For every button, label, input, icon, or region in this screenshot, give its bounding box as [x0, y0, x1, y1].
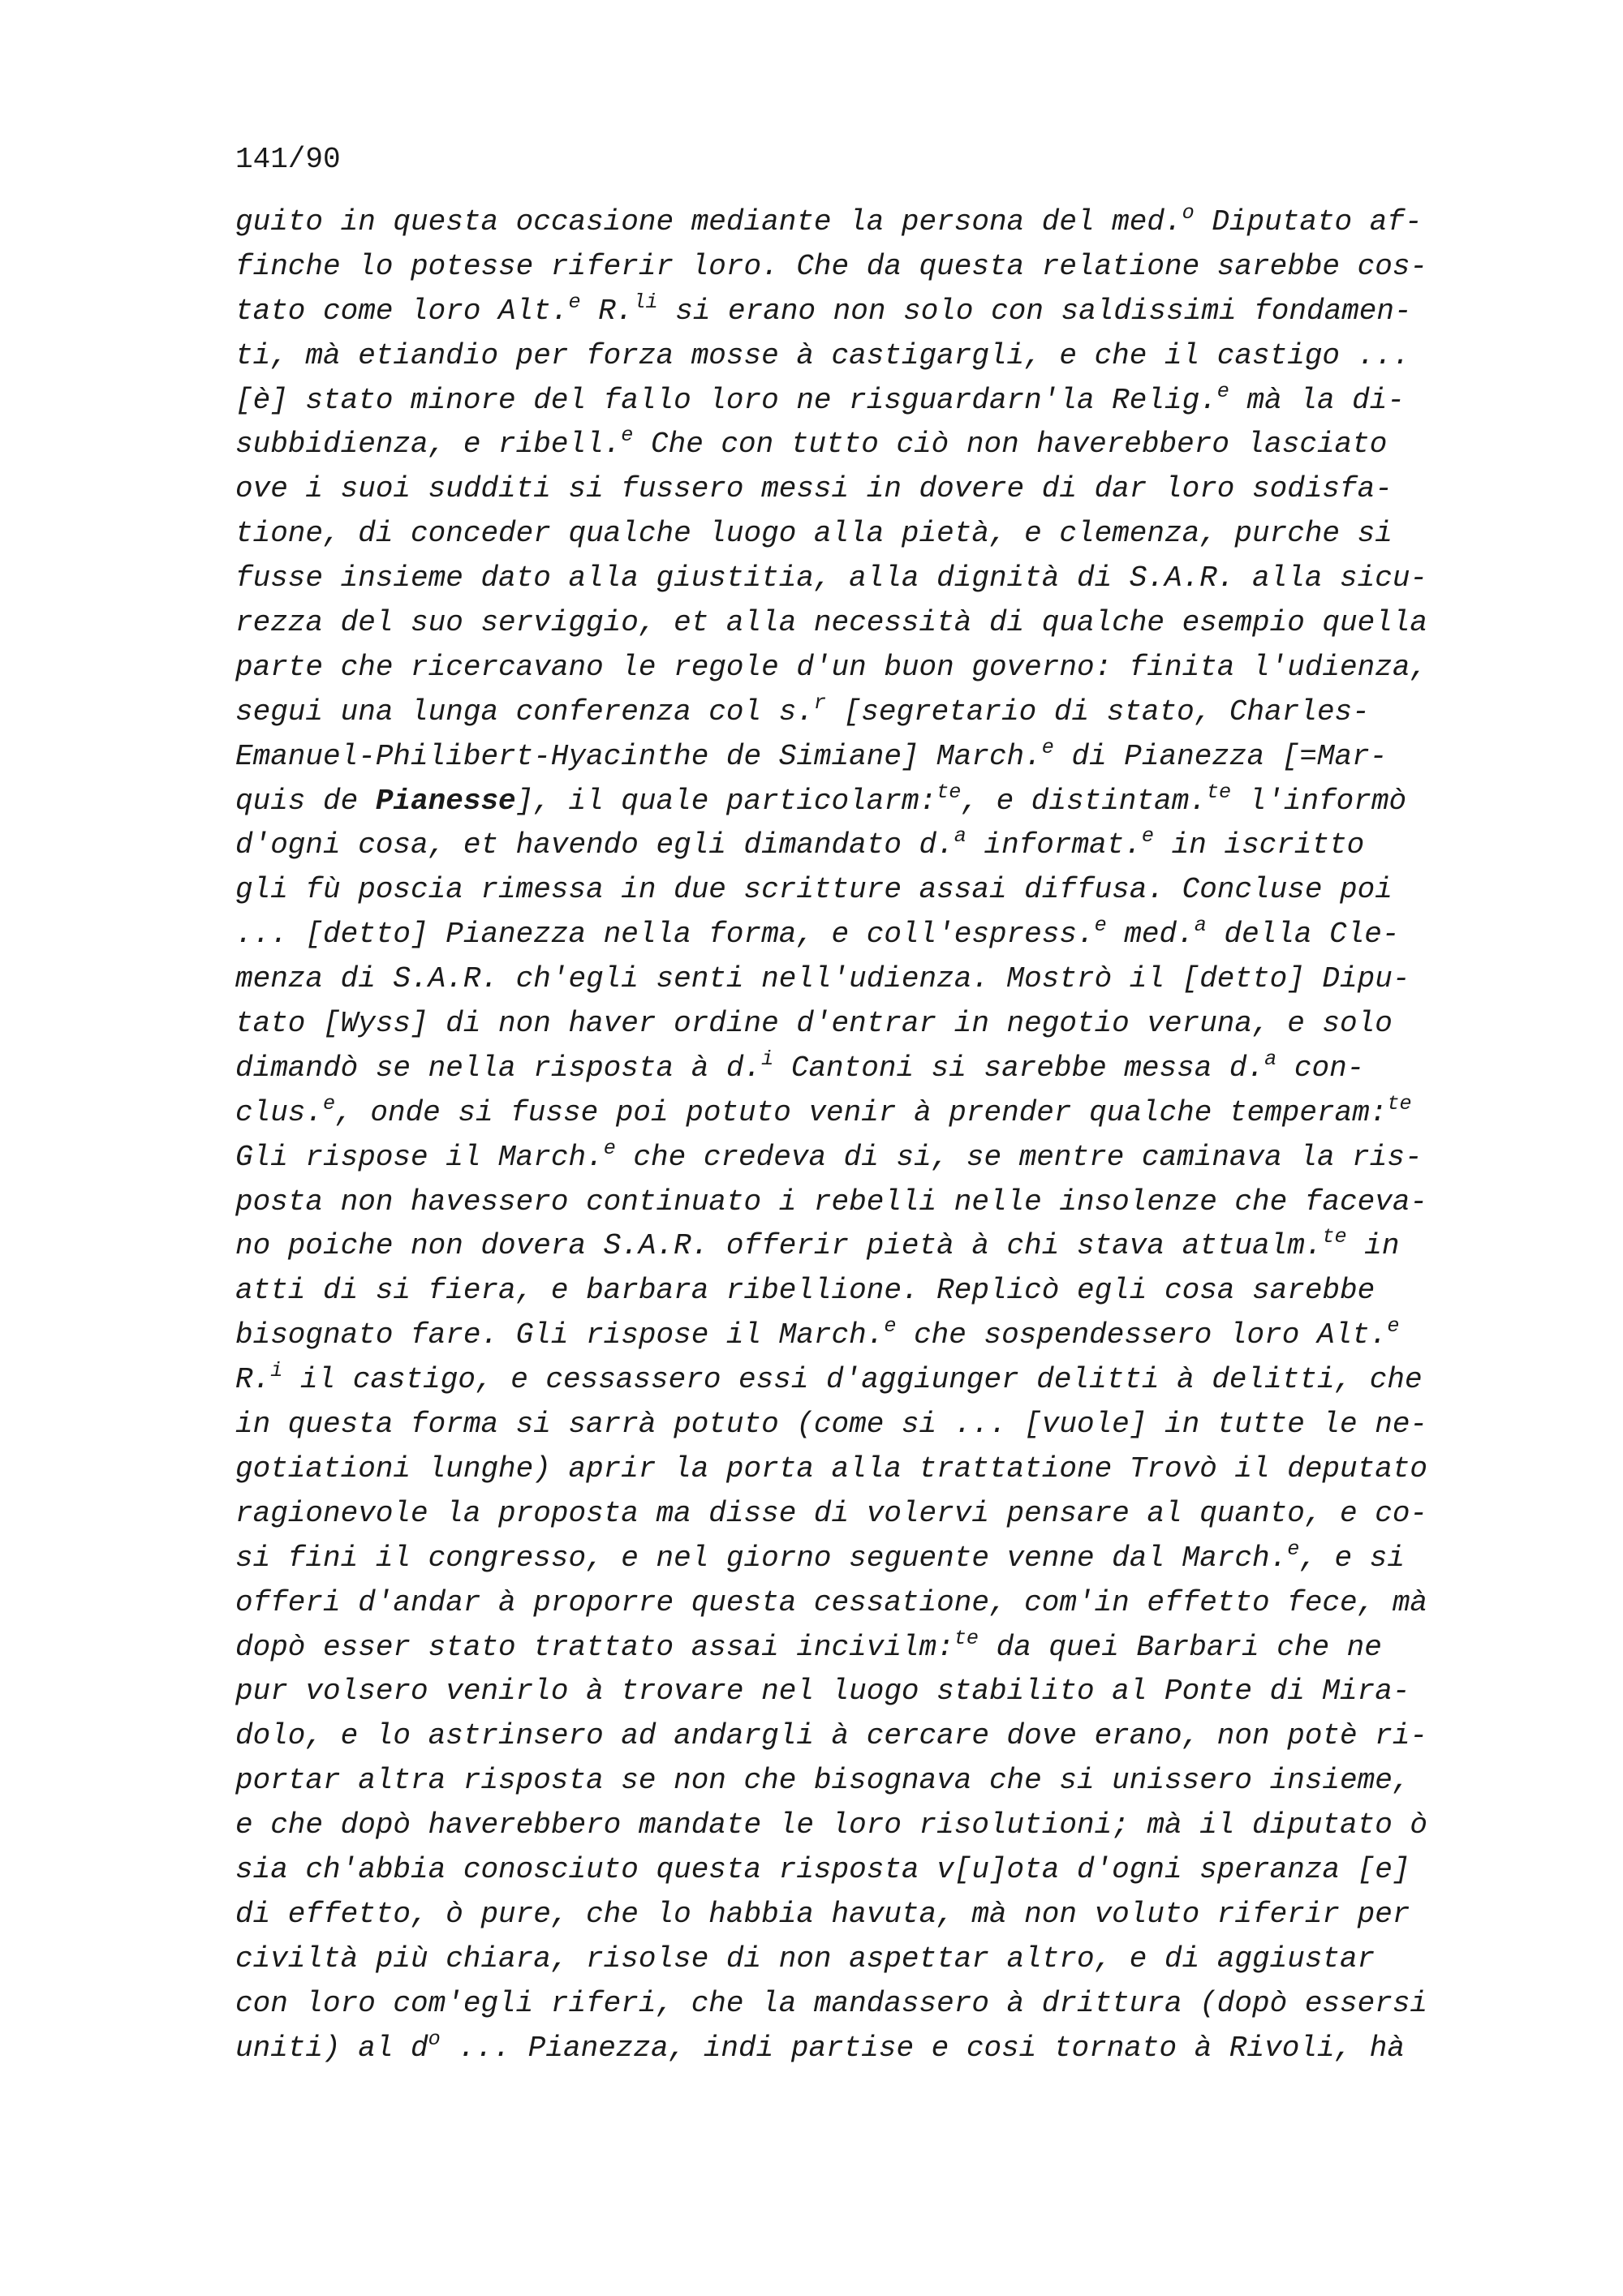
text-line: [235, 913, 1501, 957]
text-line: [235, 735, 1501, 780]
text-line: [235, 1626, 1501, 1670]
text-segment: quis de: [235, 784, 376, 818]
text-line: [235, 1893, 1501, 1937]
text-line: [235, 1447, 1501, 1492]
page-number: 141/90: [235, 143, 341, 176]
text-segment: [è] stato minore del fallo loro ne risguardarn'la Relig.: [235, 383, 1217, 417]
text-segment: con loro com'egli riferi, che la mandassero à drittura (dopò essersi: [235, 1986, 1428, 2020]
text-segment: con-: [1276, 1051, 1365, 1085]
superscript-abbreviation: e: [568, 290, 581, 314]
text-segment: R.: [580, 294, 634, 328]
text-line: [235, 200, 1501, 245]
text-segment: finche lo potesse riferir loro. Che da questa relatione sarebbe cos-: [235, 249, 1428, 283]
text-segment: in questa forma si sarrà potuto (come si ... [vuole] in tutte le ne-: [235, 1408, 1428, 1442]
text-line: [235, 1047, 1501, 1091]
superscript-abbreviation: li: [633, 290, 658, 314]
superscript-abbreviation: o: [1182, 201, 1195, 226]
text-segment: rezza del suo serviggio, et alla necessità di qualche esempio quella: [235, 606, 1428, 640]
text-line: [235, 1136, 1501, 1180]
text-line: [235, 1714, 1501, 1759]
text-line: [235, 1982, 1501, 2027]
text-line: [235, 823, 1501, 868]
text-segment: menza di S.A.R. ch'egli senti nell'udienza. Mostrò il [detto] Dipu-: [235, 962, 1410, 996]
text-segment: il castigo, e cessassero essi d'aggiunger delitti à delitti, che: [282, 1363, 1423, 1397]
text-segment: in iscritto: [1154, 828, 1365, 862]
text-line: [235, 646, 1501, 690]
text-line: [235, 1002, 1501, 1047]
text-line: [235, 245, 1501, 290]
text-line: [235, 1537, 1501, 1581]
superscript-abbreviation: te: [1387, 1091, 1412, 1116]
text-segment: , e distintam.: [961, 784, 1207, 818]
text-line: [235, 512, 1501, 557]
text-segment: subbidienza, e ribell.: [235, 428, 622, 462]
text-segment: l'informò: [1231, 784, 1407, 818]
text-segment: della Cle-: [1206, 918, 1400, 952]
text-line: [235, 1180, 1501, 1225]
text-segment: tione, di conceder qualche luogo alla pietà, e clemenza, purche si: [235, 517, 1393, 551]
text-segment: ... [detto] Pianezza nella forma, e coll'espress.: [235, 918, 1095, 952]
superscript-abbreviation: te: [936, 780, 962, 804]
text-segment: pur volsero venirlo à trovare nel luogo stabilito al Ponte di Mira-: [235, 1675, 1410, 1709]
superscript-abbreviation: e: [1387, 1314, 1400, 1339]
text-segment: di Pianezza [=Mar-: [1053, 739, 1388, 773]
text-segment: ... Pianezza, indi partise e cosi tornato à Rivoli, hà: [440, 2031, 1405, 2065]
superscript-abbreviation: e: [1287, 1537, 1300, 1561]
document-body: [235, 200, 1501, 2070]
text-segment: gli fù poscia rimessa in due scritture assai diffusa. Concluse poi: [235, 873, 1393, 907]
text-line: [235, 1937, 1501, 1982]
text-segment: , onde si fusse poi potuto venir à prender qualche temperam:: [335, 1095, 1388, 1129]
text-line: [235, 1269, 1501, 1314]
superscript-abbreviation: te: [954, 1626, 979, 1650]
text-line: [235, 1358, 1501, 1403]
text-segment: d'ogni cosa, et havendo egli dimandato d.: [235, 828, 954, 862]
text-segment: si fini il congresso, e nel giorno seguente venne dal March.: [235, 1541, 1288, 1575]
superscript-abbreviation: e: [1216, 379, 1229, 403]
text-segment: med.: [1106, 918, 1195, 952]
text-segment: offeri d'andar à proporre questa cessatione, com'in effetto fece, mà: [235, 1585, 1428, 1619]
text-segment: [segretario di stato, Charles-: [826, 694, 1370, 729]
superscript-abbreviation: te: [1206, 780, 1232, 804]
text-segment: R.: [235, 1363, 271, 1397]
text-segment: Emanuel-Philibert-Hyacinthe de Simiane] March.: [235, 739, 1042, 773]
text-line: [235, 334, 1501, 379]
text-segment: portar altra risposta se non che bisognava che si unissero insieme,: [235, 1764, 1410, 1798]
text-segment: informat.: [966, 828, 1142, 862]
text-line: [235, 1804, 1501, 1848]
text-segment: no poiche non dovera S.A.R. offerir pietà à chi stava attualm.: [235, 1229, 1323, 1263]
superscript-abbreviation: i: [270, 1359, 283, 1383]
text-line: [235, 1581, 1501, 1626]
text-line: [235, 1091, 1501, 1136]
bold-text: Pianesse: [375, 784, 516, 818]
text-segment: fusse insieme dato alla giustitia, alla dignità di S.A.R. alla sicu-: [235, 561, 1428, 595]
superscript-abbreviation: e: [1041, 735, 1054, 759]
text-line: [235, 1403, 1501, 1447]
text-line: [235, 1848, 1501, 1893]
text-line: [235, 2027, 1501, 2071]
superscript-abbreviation: e: [1141, 824, 1155, 849]
text-line: [235, 379, 1501, 424]
text-line: [235, 1224, 1501, 1269]
text-segment: tato come loro Alt.: [235, 294, 569, 328]
superscript-abbreviation: e: [603, 1136, 616, 1160]
text-segment: dimandò se nella risposta à d.: [235, 1051, 762, 1085]
text-segment: dolo, e lo astrinsero ad andargli à cercare dove erano, non potè ri-: [235, 1719, 1428, 1753]
text-segment: di effetto, ò pure, che lo habbia havuta, mà non voluto riferir per: [235, 1897, 1410, 1931]
text-line: [235, 601, 1501, 646]
text-segment: ti, mà etiandio per forza mosse à castigargli, e che il castigo ...: [235, 338, 1410, 372]
superscript-abbreviation: a: [1264, 1047, 1277, 1072]
superscript-abbreviation: e: [884, 1314, 897, 1339]
text-segment: , e si: [1299, 1541, 1405, 1575]
text-line: [235, 1314, 1501, 1358]
text-segment: Diputato af-: [1194, 205, 1423, 239]
text-segment: da quei Barbari che ne: [978, 1630, 1382, 1664]
text-line: [235, 957, 1501, 1002]
text-line: [235, 1492, 1501, 1537]
superscript-abbreviation: i: [761, 1047, 774, 1072]
text-segment: Che con tutto ciò non haverebbero lasciato: [633, 428, 1388, 462]
text-segment: Cantoni si sarebbe messa d.: [773, 1051, 1265, 1085]
text-segment: posta non havessero continuato i rebelli nelle insolenze che faceva-: [235, 1185, 1428, 1219]
text-segment: parte che ricercavano le regole d'un buon governo: finita l'udienza,: [235, 650, 1428, 684]
superscript-abbreviation: te: [1322, 1225, 1347, 1249]
text-segment: che sospendessero loro Alt.: [896, 1318, 1388, 1352]
text-segment: atti di si fiera, e barbara ribellione. Replicò egli cosa sarebbe: [235, 1274, 1375, 1308]
superscript-abbreviation: r: [813, 690, 827, 715]
text-segment: guito in questa occasione mediante la persona del med.: [235, 205, 1182, 239]
text-line: [235, 423, 1501, 467]
text-line: [235, 1759, 1501, 1804]
superscript-abbreviation: e: [323, 1091, 336, 1116]
text-segment: dopò esser stato trattato assai incivilm:: [235, 1630, 954, 1664]
text-segment: si erano non solo con saldissimi fondamen-: [657, 294, 1412, 328]
text-segment: che credeva di si, se mentre caminava la ris-: [615, 1140, 1423, 1174]
text-line: [235, 1670, 1501, 1714]
text-segment: e che dopò haverebbero mandate le loro risolutioni; mà il diputato ò: [235, 1808, 1428, 1842]
text-segment: uniti) al d: [235, 2031, 428, 2065]
text-segment: tato [Wyss] di non haver ordine d'entrar in negotio veruna, e solo: [235, 1007, 1393, 1041]
superscript-abbreviation: e: [1094, 914, 1107, 938]
text-segment: ], il quale particolarm:: [515, 784, 937, 818]
text-segment: Gli rispose il March.: [235, 1140, 604, 1174]
text-line: [235, 290, 1501, 334]
text-segment: bisognato fare. Gli rispose il March.: [235, 1318, 885, 1352]
text-segment: ragionevole la proposta ma disse di volervi pensare al quanto, e co-: [235, 1496, 1428, 1530]
text-segment: sia ch'abbia conosciuto questa risposta v[u]ota d'ogni speranza [e]: [235, 1852, 1410, 1886]
text-segment: ove i suoi sudditi si fussero messi in dovere di dar loro sodisfa-: [235, 472, 1393, 506]
superscript-abbreviation: o: [428, 2027, 441, 2051]
superscript-abbreviation: a: [1194, 914, 1207, 938]
text-line: [235, 868, 1501, 913]
text-segment: mà la di-: [1229, 383, 1405, 417]
text-segment: gotiationi lunghe) aprir la porta alla trattatione Trovò il deputato: [235, 1451, 1428, 1486]
text-line: [235, 467, 1501, 512]
superscript-abbreviation: a: [954, 824, 966, 849]
text-segment: clus.: [235, 1095, 324, 1129]
superscript-abbreviation: e: [621, 424, 634, 448]
text-line: [235, 690, 1501, 735]
text-segment: in: [1346, 1229, 1400, 1263]
text-segment: civiltà più chiara, risolse di non aspettar altro, e di aggiustar: [235, 1941, 1375, 1976]
text-segment: segui una lunga conferenza col s.: [235, 694, 814, 729]
text-line: [235, 780, 1501, 824]
text-line: [235, 557, 1501, 601]
